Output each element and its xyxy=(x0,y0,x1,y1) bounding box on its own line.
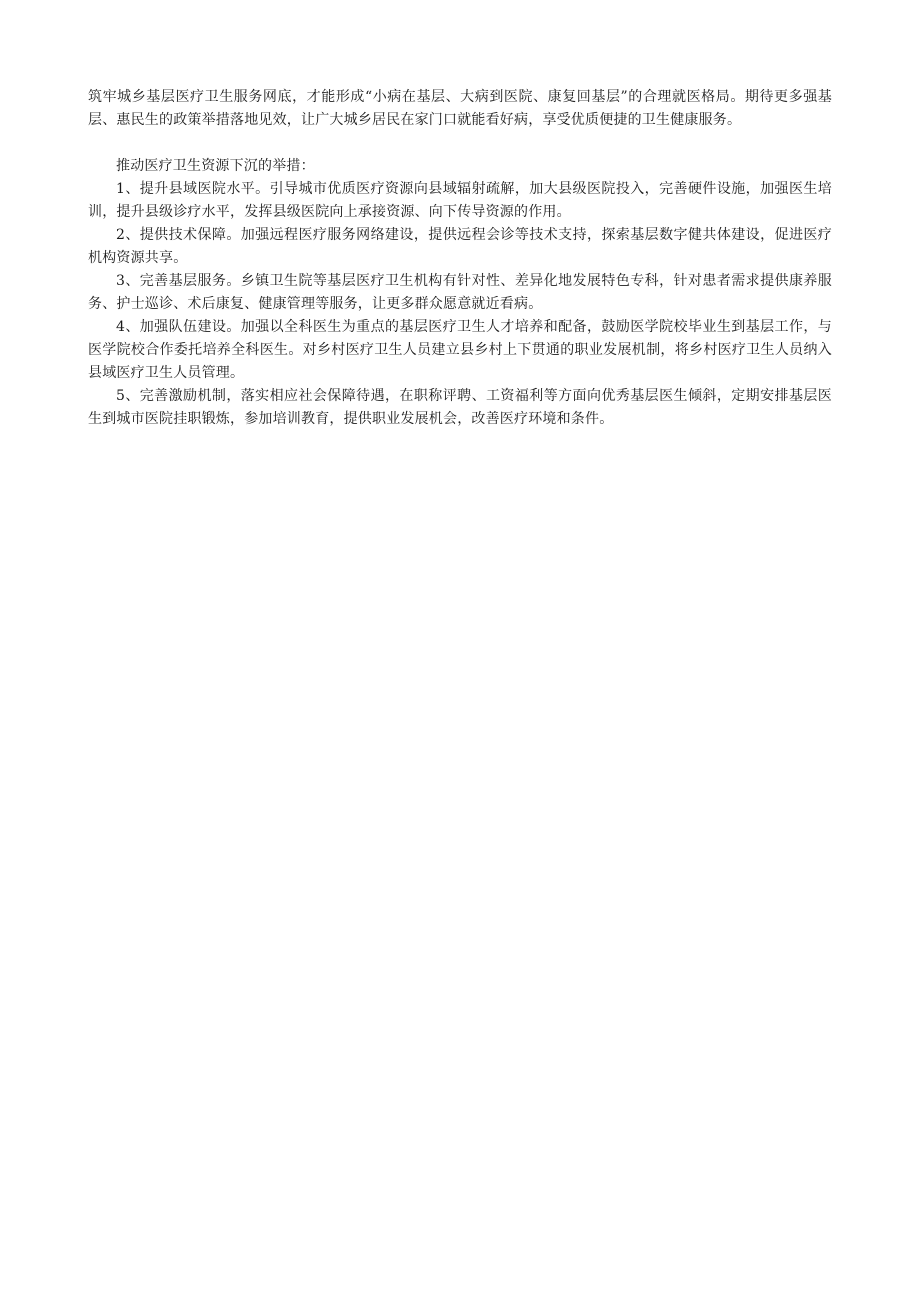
measure-item-3: 3、完善基层服务。乡镇卫生院等基层医疗卫生机构有针对性、差异化地发展特色专科，针对患者需求提供康养服务、护士巡诊、术后康复、健康管理等服务，让更多群众愿意就近看病。 xyxy=(88,273,832,312)
measure-item-2: 2、提供技术保障。加强远程医疗服务网络建设，提供远程会诊等技术支持，探索基层数字健共体建设，促进医疗机构资源共享。 xyxy=(88,227,832,266)
measure-item-5: 5、完善激励机制，落实相应社会保障待遇，在职称评聘、工资福利等方面向优秀基层医生倾斜，定期安排基层医生到城市医院挂职锻炼，参加培训教育，提供职业发展机会，改善医疗环境和条件。 xyxy=(88,388,832,427)
paragraph-spacer xyxy=(88,132,832,155)
measures-heading: 推动医疗卫生资源下沉的举措： xyxy=(116,158,315,174)
measure-item-4: 4、加强队伍建设。加强以全科医生为重点的基层医疗卫生人才培养和配备，鼓励医学院校毕业生到基层工作，与医学院校合作委托培养全科医生。对乡村医疗卫生人员建立县乡村上下贯通的职业发展机制，将乡村医疗卫生人员纳入县域医疗卫生人员管理。 xyxy=(88,319,832,381)
measure-item-1: 1、提升县域医院水平。引导城市优质医疗资源向县域辐射疏解，加大县级医院投入，完善硬件设施，加强医生培训，提升县级诊疗水平，发挥县级医院向上承接资源、向下传导资源的作用。 xyxy=(88,181,832,220)
intro-paragraph: 筑牢城乡基层医疗卫生服务网底，才能形成“小病在基层、大病到医院、康复回基层”的合理就医格局。期待更多强基层、惠民生的政策举措落地见效，让广大城乡居民在家门口就能看好病，享受优质便捷的卫生健康服务。 xyxy=(88,89,832,128)
